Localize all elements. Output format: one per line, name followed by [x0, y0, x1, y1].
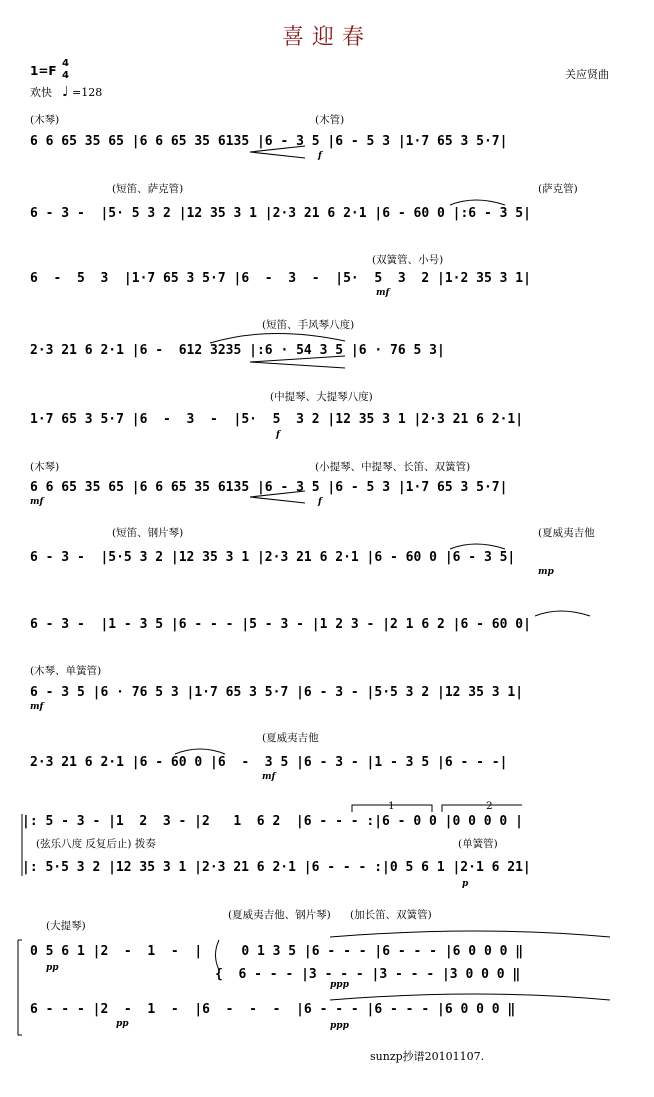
slur	[210, 333, 345, 343]
volta-second-ending: 2	[486, 800, 493, 812]
notation-line-5: 1·7 65 3 5·7 |6 - 3 - |5· 5 3 2 |12 35 3 1 |2·3 21 6 2·1|	[30, 412, 524, 427]
dynamic-mark: pp	[116, 1019, 129, 1029]
notation-line-15: 6 - - - |2 - 1 - |6 - - - |6 - - - |6 - - - |6 0 0 0 ‖	[30, 1002, 516, 1017]
instrument-note: (弦乐八度 反复后止) 拨奏	[36, 838, 156, 850]
dynamic-mark: mf	[30, 497, 44, 507]
instrument-note: (短笛、萨克管)	[112, 183, 184, 195]
instrument-note: (夏威夷吉他、钢片琴)	[228, 909, 331, 921]
instrument-note: (木琴)	[30, 461, 60, 473]
dynamic-mark: f	[318, 151, 322, 161]
notation-line-12: |: 5·5 3 2 |12 35 3 1 |2·3 21 6 2·1 |6 - - - :|0 5 6 1 |2·1 6 21|	[22, 860, 531, 875]
slur	[450, 200, 505, 205]
instrument-note: (短笛、钢片琴)	[112, 527, 184, 539]
volta-bracket	[352, 805, 432, 812]
dynamic-mark: p	[462, 879, 469, 889]
notation-line-4: 2·3 21 6 2·1 |6 - 612 3235 |:6 · 54 3 5 |6 · 76 5 3|	[30, 343, 445, 358]
notation-line-6: 6 6 65 35 65 |6 6 65 35 6135 |6 - 3 5 |6 - 5 3 |1·7 65 3 5·7|	[30, 480, 508, 495]
notation-line-11: |: 5 - 3 - |1 2 3 - |2 1 6 2 |6 - - - :|6 - 0 0 |0 0 0 0 |	[22, 814, 523, 829]
dynamic-mark: mf	[30, 702, 44, 712]
slur	[330, 994, 610, 1000]
crescendo-hairpin	[250, 491, 305, 503]
tempo-value: =128	[72, 86, 103, 99]
notation-line-1: 6 6 65 35 65 |6 6 65 35 6135 |6 - 3 5 |6 - 5 3 |1·7 65 3 5·7|	[30, 134, 508, 149]
dynamic-mark: mf	[262, 772, 276, 782]
dynamic-mark: pp	[46, 963, 59, 973]
notation-line-8: 6 - 3 - |1 - 3 5 |6 - - - |5 - 3 - |1 2 3 - |2 1 6 2 |6 - 60 0|	[30, 617, 531, 632]
volta-first-ending: 1	[388, 800, 395, 812]
key-signature: 1=F	[30, 64, 57, 78]
dynamic-mark: f	[318, 497, 322, 507]
crescendo-hairpin	[250, 356, 345, 368]
crescendo-hairpin	[250, 146, 305, 158]
notation-line-14: { 6 - - - |3 - - - |3 - - - |3 0 0 0 ‖	[215, 967, 521, 982]
instrument-note: (小提琴、中提琴、长笛、双簧管)	[315, 461, 471, 473]
slur	[175, 749, 225, 754]
volta-bracket	[442, 805, 522, 812]
instrument-note: (单簧管)	[458, 838, 498, 850]
instrument-note: (木管)	[315, 114, 345, 126]
notation-line-7: 6 - 3 - |5·5 3 2 |12 35 3 1 |2·3 21 6 2·1 |6 - 60 0 |6 - 3 5|	[30, 550, 516, 565]
quarter-note-icon: ♩	[62, 84, 69, 100]
instrument-note: (夏威夷吉他	[262, 732, 319, 744]
notation-line-9: 6 - 3 5 |6 · 76 5 3 |1·7 65 3 5·7 |6 - 3 - |5·5 3 2 |12 35 3 1|	[30, 685, 524, 700]
system-bracket	[216, 940, 220, 970]
instrument-note: (夏威夷吉他	[538, 527, 595, 539]
slur	[330, 931, 610, 937]
instrument-note: (木琴)	[30, 114, 60, 126]
slur	[535, 611, 590, 616]
slur	[450, 544, 505, 549]
dynamic-mark: mf	[376, 288, 390, 298]
instrument-note: (木琴、单簧管)	[30, 665, 102, 677]
instrument-note: (萨克管)	[538, 183, 578, 195]
notation-line-13: 0 5 6 1 |2 - 1 - | 0 1 3 5 |6 - - - |6 - - - |6 0 0 0 ‖	[30, 944, 524, 959]
notation-line-3: 6 - 5 3 |1·7 65 3 5·7 |6 - 3 - |5· 5 3 2 |1·2 35 3 1|	[30, 271, 531, 286]
notation-line-10: 2·3 21 6 2·1 |6 - 60 0 |6 - 3 5 |6 - 3 - |1 - 3 5 |6 - - -|	[30, 755, 508, 770]
score-title: 喜迎春	[281, 25, 372, 50]
dynamic-mark: ppp	[330, 1021, 349, 1031]
composer: 关应贤曲	[565, 68, 609, 81]
notation-line-2: 6 - 3 - |5· 5 3 2 |12 35 3 1 |2·3 21 6 2·1 |6 - 60 0 |:6 - 3 5|	[30, 206, 531, 221]
dynamic-mark: mp	[538, 567, 554, 577]
transcriber-credit: sunzp抄谱20101107.	[370, 1050, 485, 1063]
instrument-note: (加长笛、双簧管)	[350, 909, 432, 921]
system-bracket	[18, 940, 22, 1035]
time-signature-top: 4	[62, 58, 69, 69]
instrument-note: (大提琴)	[46, 920, 86, 932]
time-signature-bottom: 4	[62, 70, 69, 81]
instrument-note: (双簧管、小号)	[372, 254, 444, 266]
tempo-word: 欢快	[30, 86, 52, 99]
instrument-note: (短笛、手风琴八度)	[262, 319, 355, 331]
dynamic-mark: f	[276, 430, 280, 440]
instrument-note: (中提琴、大提琴八度)	[270, 391, 373, 403]
dynamic-mark: ppp	[330, 980, 349, 990]
